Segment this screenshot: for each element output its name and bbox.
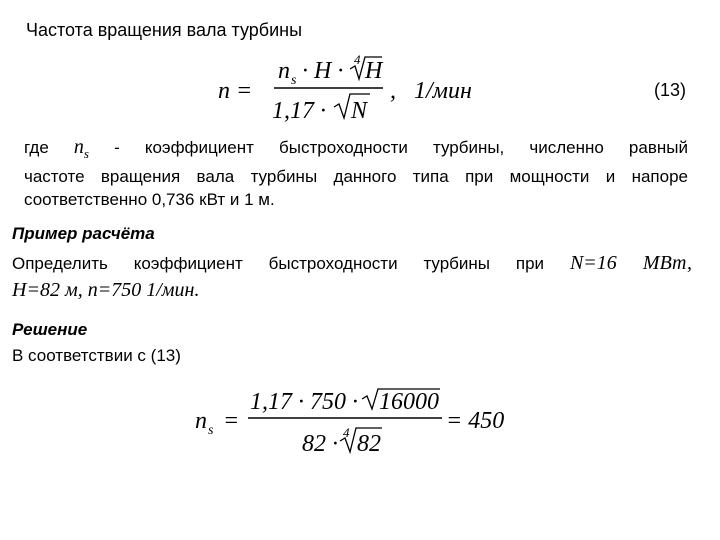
formula-calc-root4-index: 4 [343, 425, 350, 440]
definition-line-1 [24, 136, 688, 165]
example-heading: Пример расчёта [12, 224, 155, 243]
formula-calc-denominator: 82 · [302, 431, 338, 457]
formula-13-numerator-sub: s [291, 73, 297, 88]
example-line-1-math: N=16 МВт, [569, 252, 692, 274]
equation-number: (13) [653, 80, 686, 100]
formula-13-root4-index: 4 [354, 52, 361, 67]
formula-13-unit: , 1/мин [390, 78, 472, 104]
definition-symbol-sub: s [83, 146, 89, 161]
formula-calc-lhs: n [195, 408, 207, 434]
formula-calc-lhs-sub: s [208, 423, 214, 438]
formula-13-root4-arg: H [365, 58, 383, 84]
formula-13-dot-h: · H · [302, 58, 344, 84]
formula-calc [190, 385, 520, 467]
definition-where: где [24, 138, 49, 157]
formula-13-sqrt-arg: N [351, 98, 368, 124]
solution-heading: Решение [12, 320, 88, 339]
formula-calc-eq: = [223, 408, 240, 434]
formula-calc-numerator: 1,17 · 750 · [250, 389, 358, 415]
page-title: Частота вращения вала турбины [26, 20, 303, 40]
formula-13-denominator: 1,17 · [272, 98, 326, 124]
example-line-2: H=82 м, n=750 1/мин. [12, 279, 200, 301]
definition-symbol [73, 136, 89, 161]
definition-line-1-rest: - коэффициент быстроходности турбины, численно равный [114, 138, 688, 157]
example-line-1 [12, 250, 692, 277]
formula-calc-result: = 450 [446, 408, 505, 434]
example-paragraph [12, 250, 692, 303]
formula-13-lhs: n = [218, 78, 253, 104]
formula-calc-sqrt-arg: 16000 [379, 389, 439, 415]
formula-13-numerator: n [278, 58, 290, 84]
definition-paragraph [24, 136, 688, 211]
solution-text: В соответствии с (13) [12, 346, 181, 365]
definition-symbol-main: n [73, 136, 84, 158]
definition-line-3: соответственно 0,736 кВт и 1 м. [24, 190, 275, 209]
formula-calc-root4-arg: 82 [357, 431, 381, 457]
definition-line-2: частоте вращения вала турбины данного типа при мощности и напоре [24, 167, 688, 186]
formula-13 [200, 52, 500, 132]
example-line-1-text: Определить коэффициент быстроходности турбины при [12, 254, 545, 273]
